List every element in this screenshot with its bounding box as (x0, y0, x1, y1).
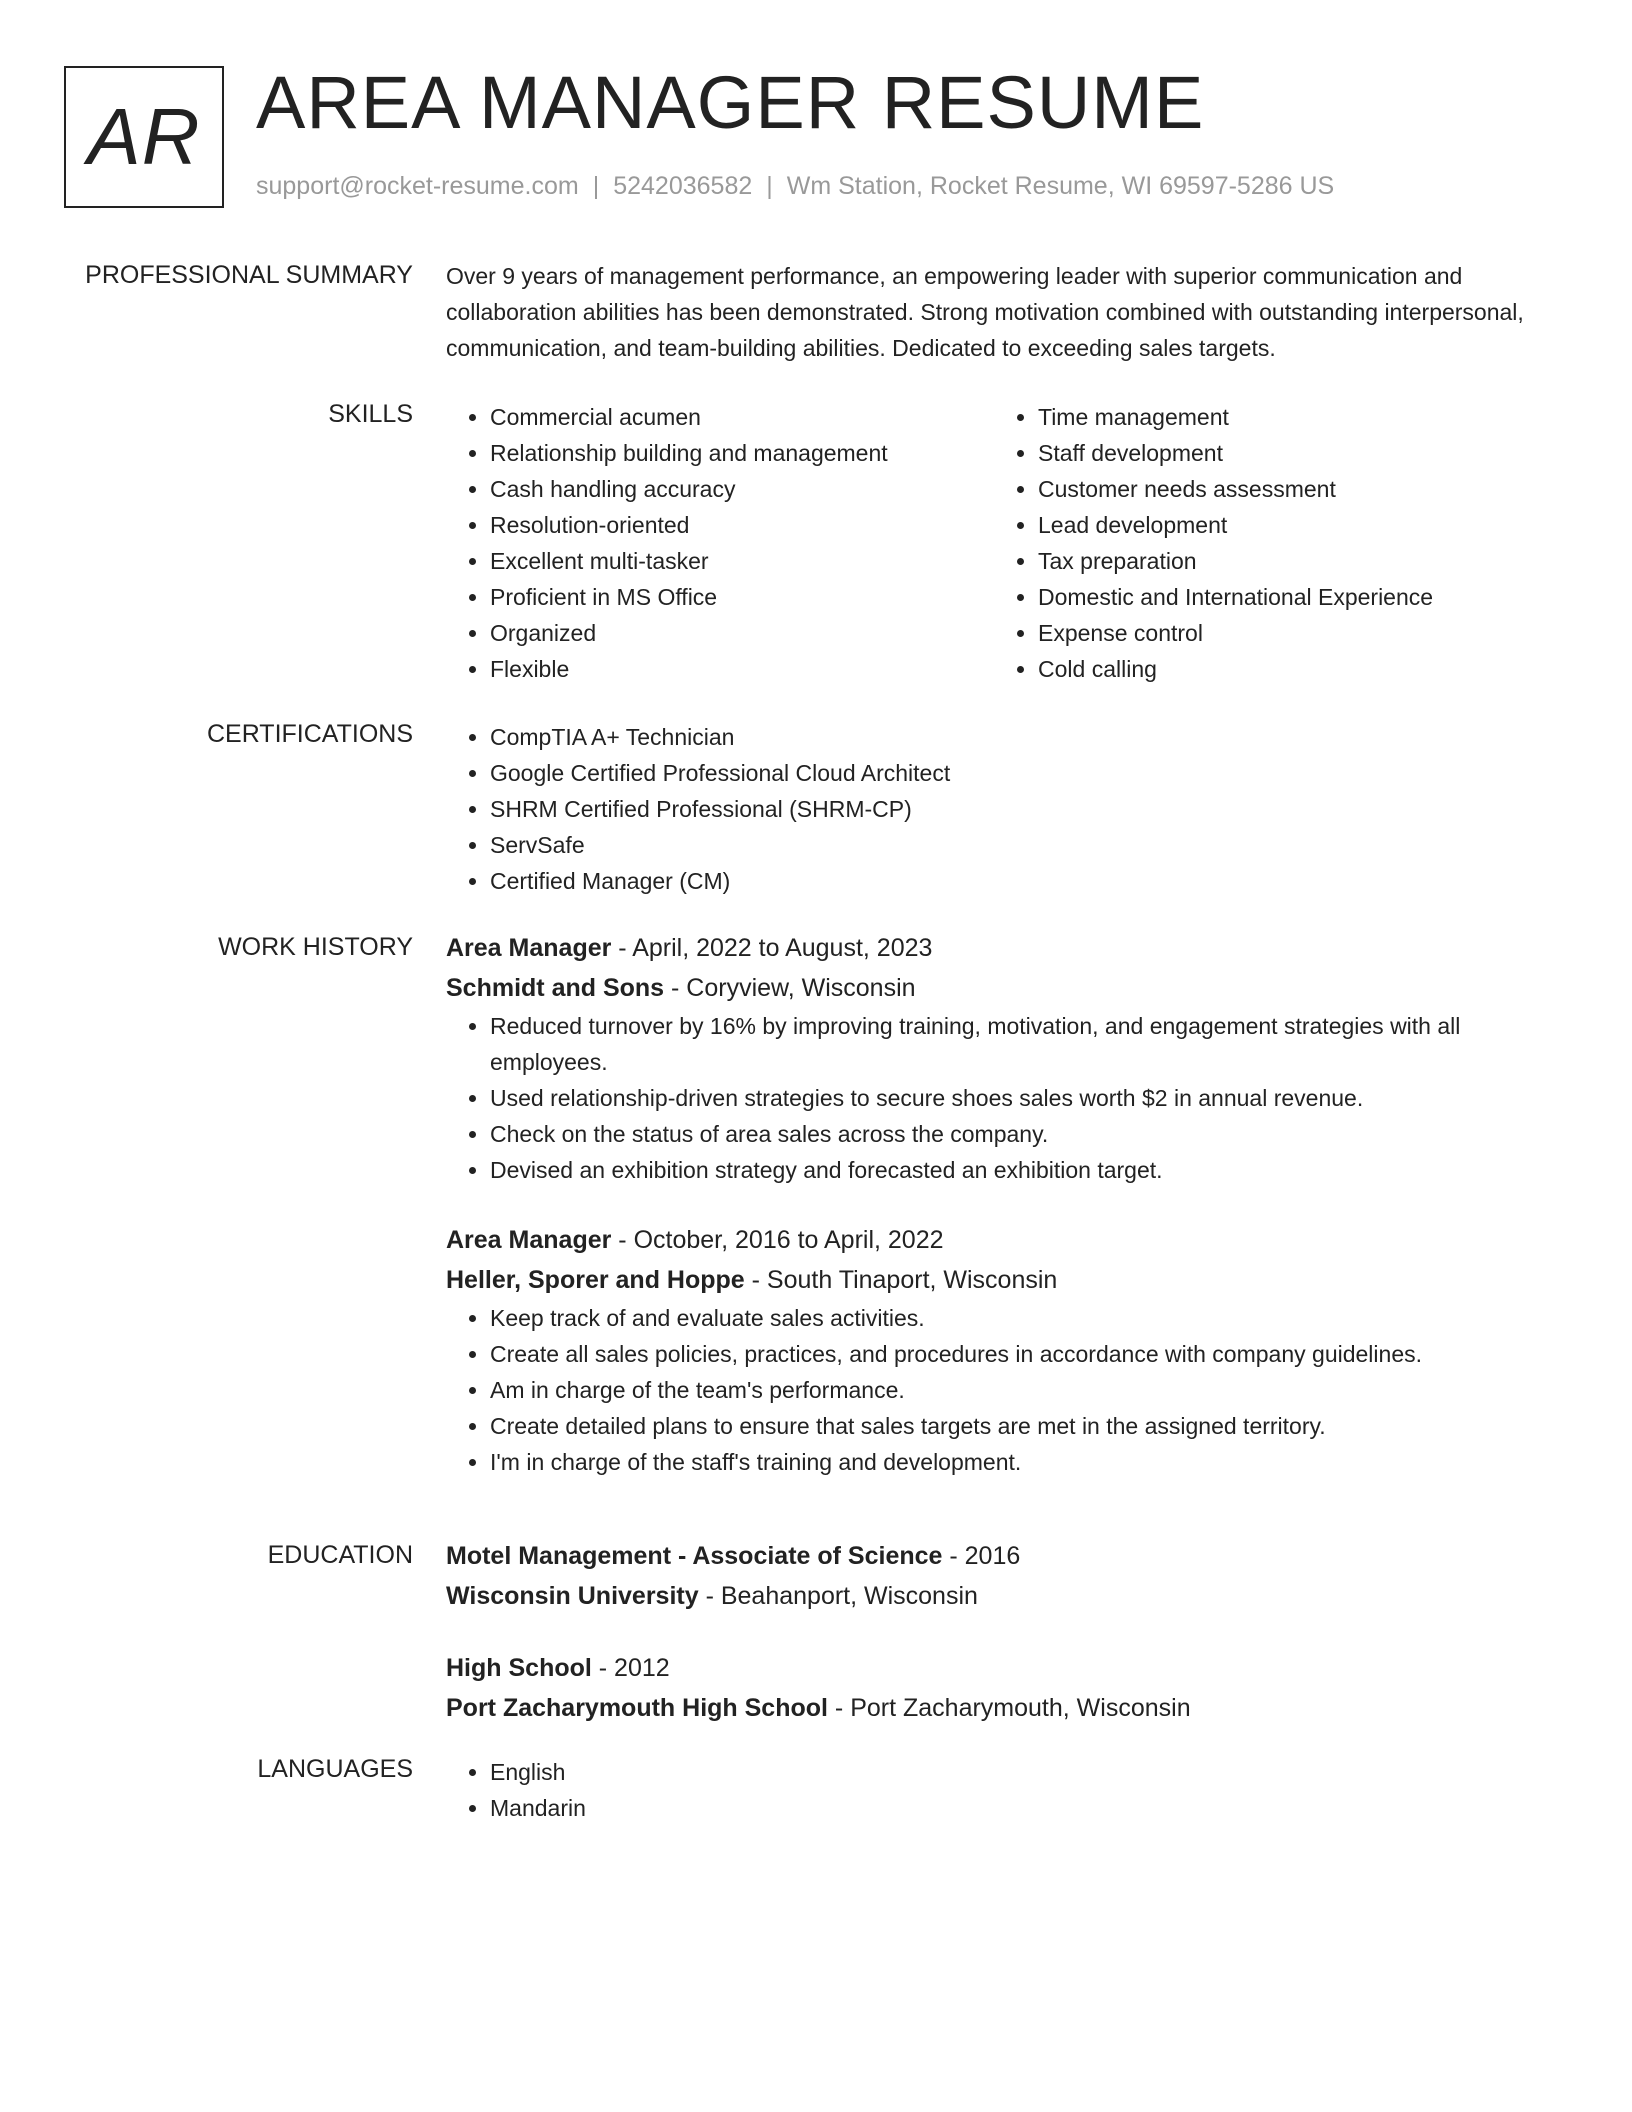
separator: | (766, 172, 773, 200)
job-company-line (446, 968, 1546, 1008)
section-label-languages: LANGUAGES (257, 1755, 413, 1783)
skill-item: • Expense control (1038, 615, 1542, 651)
section-label-work-history: WORK HISTORY (218, 933, 413, 961)
skill-item: • Relationship building and management (490, 435, 994, 471)
section-label-certifications: CERTIFICATIONS (206, 720, 413, 748)
school-location: - Beahanport, Wisconsin (698, 1582, 978, 1610)
certification-item: • CompTIA A+ Technician (490, 719, 1546, 755)
job-bullets (446, 1300, 1546, 1480)
job-bullets (446, 1008, 1546, 1188)
degree-year: - 2016 (942, 1542, 1021, 1570)
certification-item: • SHRM Certified Professional (SHRM-CP) (490, 791, 1546, 827)
job-bullet: • Am in charge of the team's performance. (490, 1372, 1546, 1408)
education-entry (446, 1536, 1546, 1616)
skills-list-right (994, 399, 1542, 687)
skill-item: • Tax preparation (1038, 543, 1542, 579)
job-bullet: • Reduced turnover by 16% by improving training, motivation, and engagement strategies with all employees. (490, 1008, 1546, 1080)
degree-name: Motel Management - Associate of Science (446, 1542, 943, 1570)
skill-item: • Cash handling accuracy (490, 471, 994, 507)
certification-item: • ServSafe (490, 827, 1546, 863)
job-dates: - October, 2016 to April, 2022 (611, 1226, 944, 1254)
job-title-line (446, 1220, 1546, 1260)
job-company: Heller, Sporer and Hoppe (446, 1266, 745, 1294)
phone-text: 5242036582 (613, 172, 753, 200)
skill-item: • Organized (490, 615, 994, 651)
degree-year: - 2012 (591, 1654, 670, 1682)
certifications-list (446, 719, 1546, 899)
school-line (446, 1576, 1546, 1616)
job-location: - Coryview, Wisconsin (664, 974, 916, 1002)
job-entry (446, 1220, 1546, 1480)
education-entry (446, 1648, 1546, 1728)
language-item: • English (490, 1754, 1546, 1790)
language-item: • Mandarin (490, 1790, 1546, 1826)
page-title: AREA MANAGER RESUME (256, 61, 1205, 144)
job-bullet: • Check on the status of area sales across the company. (490, 1116, 1546, 1152)
section-label-education: EDUCATION (267, 1541, 413, 1569)
skill-item: • Lead development (1038, 507, 1542, 543)
contact-line (256, 172, 1334, 201)
degree-name: High School (446, 1654, 592, 1682)
degree-line (446, 1536, 1546, 1576)
certification-item: • Google Certified Professional Cloud Architect (490, 755, 1546, 791)
skill-item: • Cold calling (1038, 651, 1542, 687)
section-label-summary: PROFESSIONAL SUMMARY (85, 261, 413, 289)
job-bullet: • Devised an exhibition strategy and forecasted an exhibition target. (490, 1152, 1546, 1188)
job-bullet: • Used relationship-driven strategies to secure shoes sales worth $2 in annual revenue. (490, 1080, 1546, 1116)
skill-item: • Commercial acumen (490, 399, 994, 435)
job-title-line (446, 928, 1546, 968)
job-location: - South Tinaport, Wisconsin (744, 1266, 1058, 1294)
skills-list-left (446, 399, 994, 687)
job-bullet: • Create detailed plans to ensure that sales targets are met in the assigned territory. (490, 1408, 1546, 1444)
job-bullet: • Create all sales policies, practices, and procedures in accordance with company guidelines. (490, 1336, 1546, 1372)
summary-text: Over 9 years of management performance, an empowering leader with superior communication and collaboration abilities has been demonstrated. Strong motivation combined with outstanding interpersonal, communication, and team-building abilities. Dedicated to exceeding sales targets. (446, 263, 1524, 361)
school-location: - Port Zacharymouth, Wisconsin (827, 1694, 1191, 1722)
certification-item: • Certified Manager (CM) (490, 863, 1546, 899)
job-title: Area Manager (446, 934, 612, 962)
job-company: Schmidt and Sons (446, 974, 665, 1002)
school-line (446, 1688, 1546, 1728)
job-dates: - April, 2022 to August, 2023 (611, 934, 933, 962)
skill-item: • Flexible (490, 651, 994, 687)
languages-list (446, 1754, 1546, 1826)
job-title: Area Manager (446, 1226, 612, 1254)
monogram: AR (64, 66, 224, 208)
job-entry (446, 928, 1546, 1188)
job-bullet: • I'm in charge of the staff's training and development. (490, 1444, 1546, 1480)
skill-item: • Domestic and International Experience (1038, 579, 1542, 615)
skill-item: • Excellent multi-tasker (490, 543, 994, 579)
skill-item: • Resolution-oriented (490, 507, 994, 543)
section-label-skills: SKILLS (328, 400, 413, 428)
separator: | (592, 172, 600, 200)
degree-line (446, 1648, 1546, 1688)
skill-item: • Staff development (1038, 435, 1542, 471)
skill-item: • Time management (1038, 399, 1542, 435)
email-link[interactable]: support@rocket-resume.com (256, 172, 579, 200)
skill-item: • Proficient in MS Office (490, 579, 994, 615)
address-text: Wm Station, Rocket Resume, WI 69597-5286 US (786, 172, 1335, 200)
job-bullet: • Keep track of and evaluate sales activities. (490, 1300, 1546, 1336)
school-name: Wisconsin University (446, 1582, 699, 1610)
job-company-line (446, 1260, 1546, 1300)
school-name: Port Zacharymouth High School (446, 1694, 828, 1722)
skill-item: • Customer needs assessment (1038, 471, 1542, 507)
